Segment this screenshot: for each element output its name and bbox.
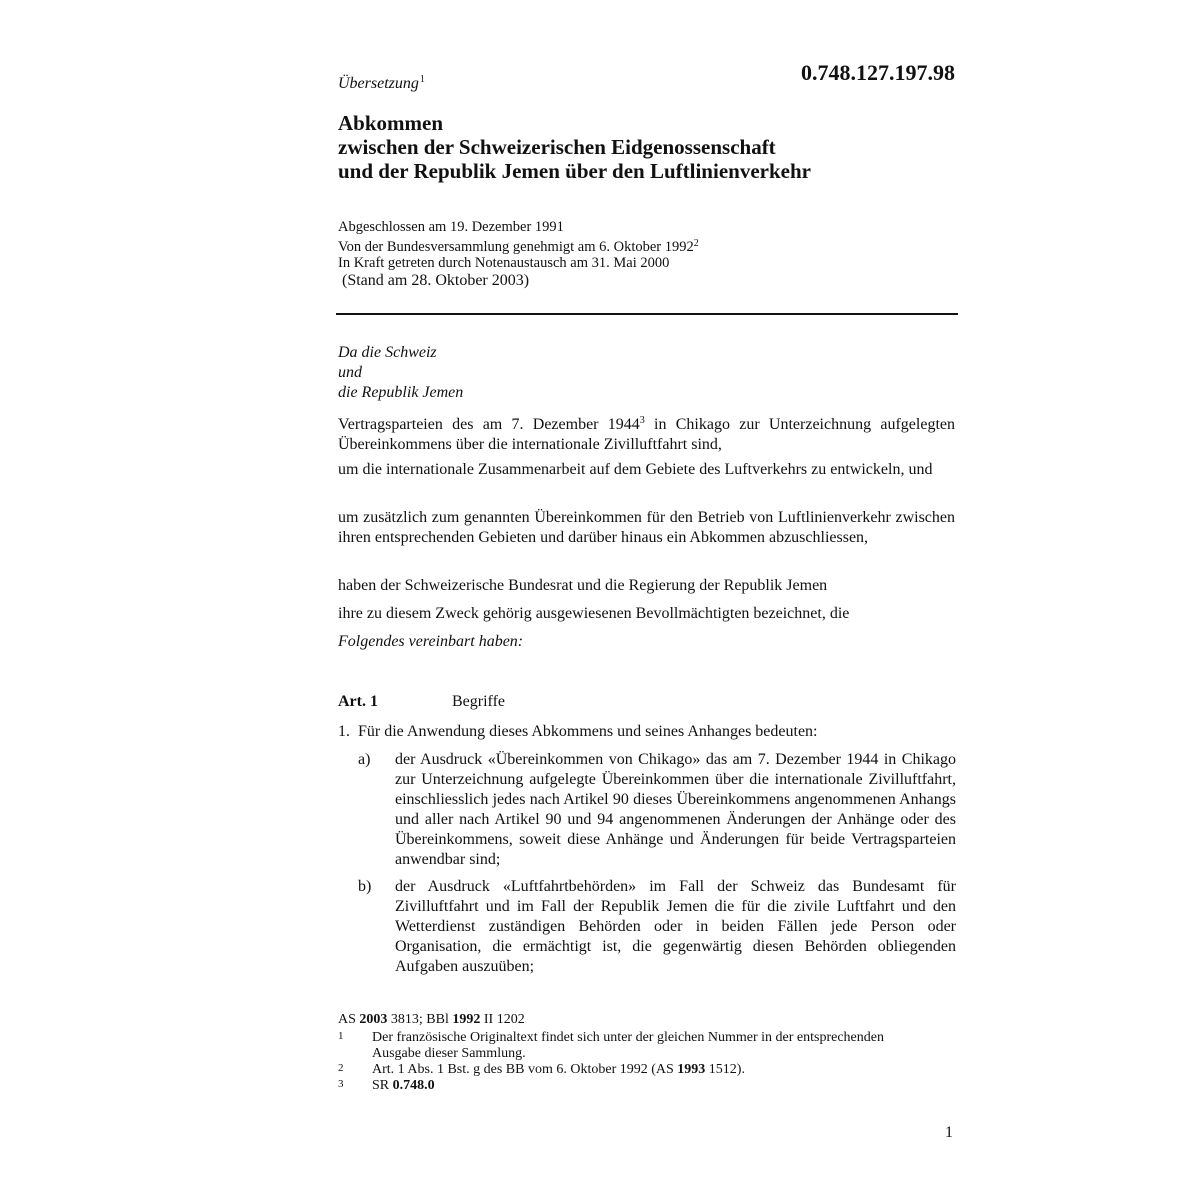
translation-label (338, 74, 425, 93)
translation-text: Übersetzung (338, 75, 419, 92)
footnote-item (338, 1030, 898, 1062)
list-item-label: a) (358, 751, 371, 768)
source-text: 3813; BBl (390, 1012, 449, 1027)
footnote-ref[interactable]: 2 (693, 237, 699, 249)
footnote-text: SR (372, 1078, 390, 1093)
title-line: Abkommen (338, 111, 444, 135)
article-title: Begriffe (452, 693, 506, 710)
footnote-text: Art. 1 Abs. 1 Bst. g des BB vom 6. Oktober 1992 (AS (372, 1062, 674, 1077)
source-reference (338, 1012, 898, 1028)
preamble-paragraph (338, 632, 955, 652)
preamble-paragraph (338, 460, 955, 480)
list-item-text: der Ausdruck «Übereinkommen von Chikago» das am 7. Dezember 1944 in Chikago zur Unterzeichnung aufgelegte Übereinkommen über die internationale Zivilluftfahrt, einschliesslich jedes nach Artikel 90 dieses Übereinkommens angenommenen Anhangs und aller nach Artikel 90 und 94 angenommenen Änderungen der Anhänge oder des Übereinkommens, soweit diese Anhänge und Änderungen für beide Vertragsparteien anwendbar sind; (395, 751, 956, 868)
preamble-text: Vertragsparteien des am 7. Dezember 1944 (338, 416, 640, 433)
preamble-text: ihre zu diesem Zweck gehörig ausgewiesenen Bevollmächtigten bezeichnet, die (338, 605, 850, 622)
approved-date (338, 236, 699, 256)
title-line: zwischen der Schweizerischen Eidgenossenschaft (338, 135, 776, 159)
preamble-paragraph (338, 508, 955, 548)
footnote-number: 2 (338, 1062, 344, 1074)
status-date: (Stand am 28. Oktober 2003) (342, 272, 530, 289)
footnotes (338, 1012, 898, 1094)
preamble-text: in Chikago zur Unterzeichnung aufgelegten Übereinkommens über die internationale Zivilluftfahrt sind, (338, 416, 955, 453)
preamble-text: um zusätzlich zum genannten Übereinkommen für den Betrieb von Luftlinienverkehr zwischen ihren entsprechenden Gebieten und darüber hinaus ein Abkommen abzuschliessen, (338, 509, 955, 546)
footnote-number: 1 (338, 1030, 344, 1042)
preamble-text: um die internationale Zusammenarbeit auf dem Gebiete des Luftverkehrs zu entwickeln, und (338, 461, 933, 478)
article-number: Art. 1 (338, 693, 378, 710)
document-meta (338, 219, 699, 272)
concluded-date: Abgeschlossen am 19. Dezember 1991 (338, 219, 564, 235)
preamble-text: haben der Schweizerische Bundesrat und die Regierung der Republik Jemen (338, 577, 828, 594)
preamble-line: und (338, 364, 362, 381)
footnote-bold: 1993 (677, 1062, 706, 1077)
sr-number: 0.748.127.197.98 (801, 60, 955, 85)
list-item-text: der Ausdruck «Luftfahrtbehörden» im Fall der Schweiz das Bundesamt für Zivilluftfahrt und im Fall der Republik Jemen die für die zivile Luftfahrt und den Wetterdienst zuständigen Behörden oder in beiden Fällen jede Person oder Organisation, die ermächtigt ist, die gegenwärtig diesen Behörden obliegenden Aufgaben auszuüben; (395, 878, 956, 975)
page-number: 1 (945, 1124, 953, 1141)
footnote-ref[interactable]: 3 (639, 415, 645, 426)
preamble-paragraph (338, 576, 955, 596)
preamble-intro (338, 343, 955, 403)
source-year: 1992 (452, 1012, 481, 1027)
preamble-text: Folgendes vereinbart haben: (338, 633, 524, 650)
footnote-ref[interactable]: 1 (419, 74, 425, 85)
list-item (358, 750, 956, 870)
source-text: II 1202 (483, 1012, 525, 1027)
in-force-date: In Kraft getreten durch Notenaustausch am 31. Mai 2000 (338, 255, 670, 271)
preamble-line: die Republik Jemen (338, 384, 464, 401)
footnote-bold: 0.748.0 (392, 1078, 435, 1093)
preamble-paragraph (338, 604, 955, 624)
footnote-item (338, 1062, 898, 1078)
source-text: AS (338, 1012, 356, 1027)
document-title (338, 111, 811, 183)
preamble-paragraph (338, 411, 955, 455)
approved-text: Von der Bundesversammlung genehmigt am 6. Oktober 1992 (338, 238, 694, 255)
header-divider (336, 313, 958, 315)
footnote-item (338, 1078, 898, 1094)
preamble-line: Da die Schweiz (338, 344, 437, 361)
list-item-label: b) (358, 878, 372, 895)
source-year: 2003 (359, 1012, 388, 1027)
footnote-number: 3 (338, 1078, 344, 1090)
list-item (358, 877, 956, 977)
title-line: und der Republik Jemen über den Luftlinienverkehr (338, 159, 811, 183)
article-paragraph: 1. Für die Anwendung dieses Abkommens und seines Anhanges bedeuten: (338, 723, 818, 740)
footnote-text: Der französische Originaltext findet sich unter der gleichen Nummer in der entsprechenden Ausgabe dieser Sammlung. (372, 1030, 884, 1061)
footnote-text: 1512). (708, 1062, 745, 1077)
article-heading (338, 693, 505, 711)
